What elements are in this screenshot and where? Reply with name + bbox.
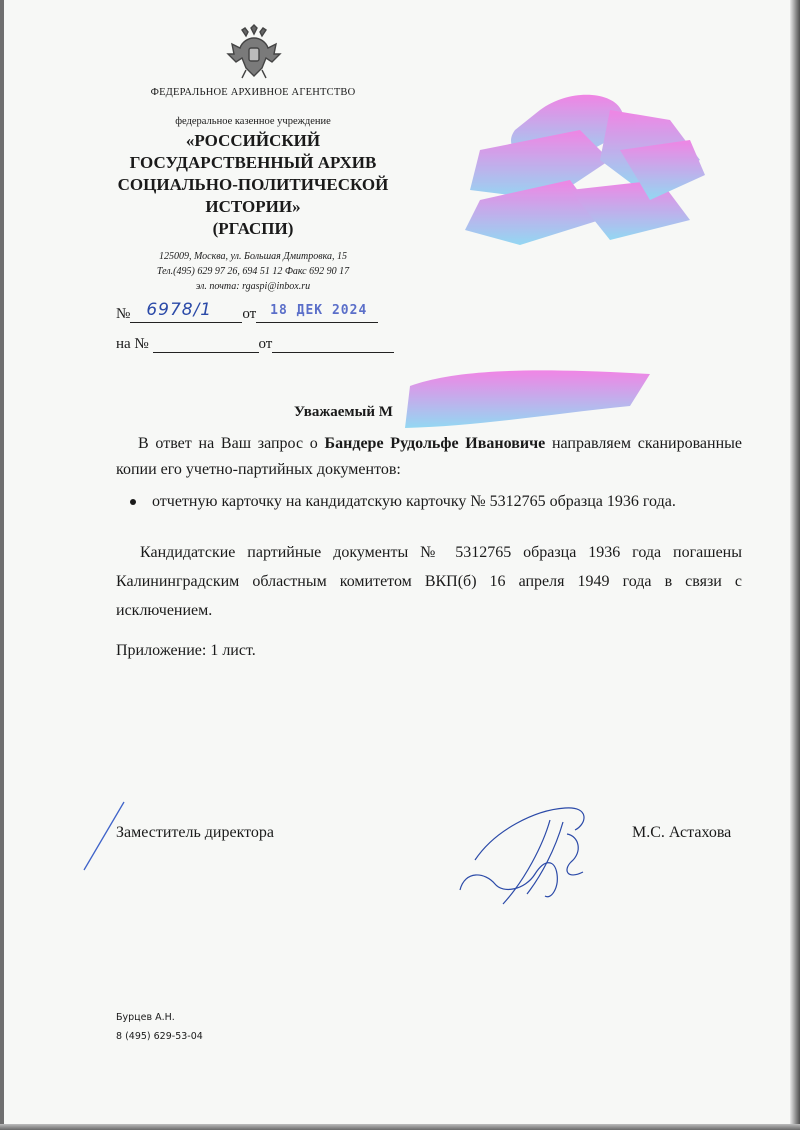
handwritten-number: 6978/1 — [146, 300, 213, 320]
address-line: Тел.(495) 629 97 26, 694 51 12 Факс 692 90 17 — [156, 266, 350, 277]
double-headed-eagle-icon — [224, 24, 284, 82]
paragraph-status: Кандидатские партийные документы № 5312765 образца 1936 года погашены Калининградским областным комитетом ВКП(б) 16 апреля 1949 года в связи с исключением. — [116, 544, 742, 619]
address-line: эл. почта: rgaspi@inbox.ru — [195, 281, 311, 292]
reply-date-label: от — [258, 336, 273, 352]
list-item-text: отчетную карточку на кандидатскую карточку № 5312765 образца 1936 года. — [152, 493, 676, 510]
bullet-icon — [130, 499, 136, 505]
institution-name-line: ИСТОРИИ» — [205, 197, 301, 216]
redaction-recipient-block — [460, 90, 710, 250]
list-item — [130, 493, 676, 511]
reply-number-field — [153, 336, 259, 353]
address-line: 125009, Москва, ул. Большая Дмитровка, 15 — [158, 251, 348, 262]
institution-name-line: «РОССИЙСКИЙ — [185, 131, 321, 150]
number-label: № — [116, 306, 131, 322]
incoming-reference — [116, 336, 394, 353]
paragraph-request — [116, 431, 742, 483]
redaction-greeting-name — [400, 366, 660, 432]
reply-date-field — [272, 336, 394, 353]
institution-name-line: ГОСУДАРСТВЕННЫЙ АРХИВ — [129, 153, 377, 172]
executor-name: Бурцев А.Н. — [116, 1012, 175, 1023]
paragraph-request-start: В ответ на Ваш запрос о — [138, 435, 325, 452]
agency-name: ФЕДЕРАЛЬНОЕ АРХИВНОЕ АГЕНТСТВО — [150, 87, 356, 98]
institution-address — [88, 249, 418, 294]
date-stamp: 18 ДЕК 2024 — [270, 303, 368, 318]
executor-phone: 8 (495) 629-53-04 — [116, 1031, 203, 1042]
scan-edge-bottom — [0, 1124, 800, 1130]
institution-name — [88, 130, 418, 240]
date-label: от — [242, 306, 257, 322]
signatory-title: Заместитель директора — [116, 824, 275, 841]
institution-name-line: СОЦИАЛЬНО-ПОЛИТИЧЕСКОЙ — [117, 175, 389, 194]
scan-edge-right — [790, 0, 800, 1130]
institution-type: федеральное казенное учреждение — [175, 116, 331, 127]
greeting: Уважаемый М — [294, 404, 393, 420]
handwritten-signature — [455, 800, 615, 910]
signatory-name: М.С. Астахова — [632, 824, 732, 841]
scan-edge-left — [0, 0, 4, 1130]
number-field — [130, 300, 242, 323]
paragraph-request-end: направляем сканированные копии его учетно-партийных документов: — [116, 435, 742, 478]
outgoing-reference — [116, 300, 378, 323]
person-name: Бандере Рудольфе Ивановиче — [324, 435, 546, 452]
reply-number-label: на № — [116, 336, 149, 352]
appendix-note: Приложение: 1 лист. — [116, 642, 256, 659]
date-field — [256, 303, 378, 323]
institution-name-line: (РГАСПИ) — [212, 219, 294, 238]
